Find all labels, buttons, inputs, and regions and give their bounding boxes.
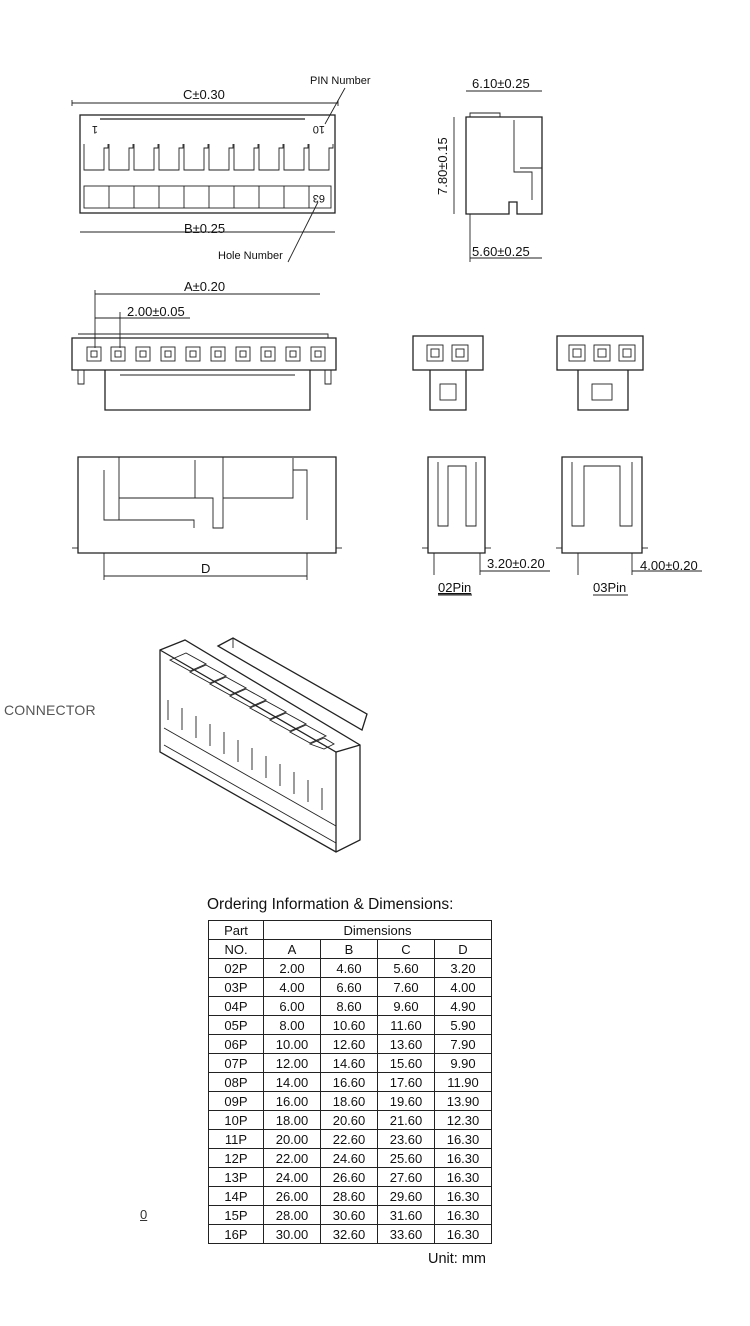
- table-cell-dim-c: 29.60: [378, 1187, 435, 1206]
- table-cell-dim-d: 7.90: [435, 1035, 492, 1054]
- table-cell-part: 06P: [209, 1035, 264, 1054]
- table-row: [209, 1054, 492, 1073]
- stray-mark: 0: [140, 1207, 148, 1222]
- table-cell-dim-a: 10.00: [264, 1035, 321, 1054]
- table-cell-dim-d: 13.90: [435, 1092, 492, 1111]
- table-cell-part: 03P: [209, 978, 264, 997]
- table-cell-dim-b: 14.60: [321, 1054, 378, 1073]
- table-cell-part: 11P: [209, 1130, 264, 1149]
- table-row: [209, 1168, 492, 1187]
- pin-views-top: [413, 336, 643, 410]
- table-cell-dim-b: 26.60: [321, 1168, 378, 1187]
- table-cell-dim-a: 28.00: [264, 1206, 321, 1225]
- table-cell-dim-c: 13.60: [378, 1035, 435, 1054]
- table-cell-dim-c: 15.60: [378, 1054, 435, 1073]
- table-cell-part: 07P: [209, 1054, 264, 1073]
- table-cell-dim-b: 18.60: [321, 1092, 378, 1111]
- table-cell-part: 10P: [209, 1111, 264, 1130]
- table-cell-dim-d: 11.90: [435, 1073, 492, 1092]
- table-cell-dim-b: 32.60: [321, 1225, 378, 1244]
- table-cell-dim-d: 16.30: [435, 1168, 492, 1187]
- table-cell-dim-b: 8.60: [321, 997, 378, 1016]
- table-cell-dim-b: 10.60: [321, 1016, 378, 1035]
- table-cell-dim-b: 4.60: [321, 959, 378, 978]
- table-cell-dim-d: 5.90: [435, 1016, 492, 1035]
- table-cell-part: 15P: [209, 1206, 264, 1225]
- table-row: [209, 1149, 492, 1168]
- ordering-body: [209, 959, 492, 1244]
- table-row: [209, 978, 492, 997]
- table-cell-dim-b: 12.60: [321, 1035, 378, 1054]
- pin-slots: [84, 144, 333, 170]
- table-cell-dim-a: 30.00: [264, 1225, 321, 1244]
- table-cell-dim-c: 23.60: [378, 1130, 435, 1149]
- table-cell-dim-a: 22.00: [264, 1149, 321, 1168]
- table-cell-dim-c: 17.60: [378, 1073, 435, 1092]
- table-cell-part: 16P: [209, 1225, 264, 1244]
- dim-c-label: C±0.30: [183, 87, 225, 102]
- dim-height: 7.80±0.15: [435, 137, 450, 195]
- table-row: [209, 1035, 492, 1054]
- header-col-b: B: [321, 940, 378, 959]
- table-cell-dim-c: 31.60: [378, 1206, 435, 1225]
- header-no: NO.: [209, 940, 264, 959]
- label-03pin: 03Pin: [593, 580, 627, 595]
- front-view: [72, 75, 371, 262]
- table-cell-dim-c: 9.60: [378, 997, 435, 1016]
- table-cell-dim-c: 11.60: [378, 1016, 435, 1035]
- table-cell-dim-a: 2.00: [264, 959, 321, 978]
- table-cell-dim-a: 26.00: [264, 1187, 321, 1206]
- unit-label: Unit: mm: [428, 1251, 486, 1267]
- table-cell-part: 13P: [209, 1168, 264, 1187]
- table-cell-part: 14P: [209, 1187, 264, 1206]
- dim-d-label: D: [201, 561, 211, 576]
- dim-pitch-label: 2.00±0.05: [127, 304, 185, 319]
- table-cell-dim-d: 16.30: [435, 1149, 492, 1168]
- table-row: [209, 1092, 492, 1111]
- table-cell-dim-c: 33.60: [378, 1225, 435, 1244]
- table-cell-dim-a: 14.00: [264, 1073, 321, 1092]
- table-cell-part: 08P: [209, 1073, 264, 1092]
- header-col-a: A: [264, 940, 321, 959]
- table-cell-part: 04P: [209, 997, 264, 1016]
- table-cell-dim-b: 16.60: [321, 1073, 378, 1092]
- table-cell-dim-b: 30.60: [321, 1206, 378, 1225]
- top-view-holes: [87, 347, 325, 361]
- dim-02pin: 3.20±0.20: [487, 556, 545, 571]
- table-row: [209, 959, 492, 978]
- ordering-title: Ordering Information & Dimensions:: [207, 896, 454, 913]
- table-row: [209, 1016, 492, 1035]
- table-cell-dim-d: 12.30: [435, 1111, 492, 1130]
- table-row: [209, 997, 492, 1016]
- rear-view: [72, 457, 342, 580]
- table-cell-dim-c: 27.60: [378, 1168, 435, 1187]
- header-col-c: C: [378, 940, 435, 959]
- table-cell-dim-d: 9.90: [435, 1054, 492, 1073]
- table-cell-dim-c: 19.60: [378, 1092, 435, 1111]
- ordering-table: [208, 920, 492, 1244]
- dim-width-bottom: 5.60±0.25: [472, 244, 530, 259]
- table-cell-dim-a: 24.00: [264, 1168, 321, 1187]
- table-row: [209, 1187, 492, 1206]
- pin-number-label: PIN Number: [310, 75, 371, 87]
- table-cell-dim-d: 16.30: [435, 1130, 492, 1149]
- side-view: [435, 76, 542, 262]
- table-row: [209, 1073, 492, 1092]
- connector-label: CONNECTOR: [4, 702, 96, 718]
- top-view: [72, 279, 336, 410]
- table-cell-dim-d: 3.20: [435, 959, 492, 978]
- table-cell-dim-c: 5.60: [378, 959, 435, 978]
- dim-03pin: 4.00±0.20: [640, 558, 698, 573]
- table-row: [209, 1206, 492, 1225]
- table-cell-dim-a: 6.00: [264, 997, 321, 1016]
- table-cell-dim-b: 24.60: [321, 1149, 378, 1168]
- table-cell-dim-a: 18.00: [264, 1111, 321, 1130]
- table-cell-part: 05P: [209, 1016, 264, 1035]
- header-dimensions: Dimensions: [264, 921, 492, 940]
- isometric-connector: [160, 638, 367, 852]
- hole-number-label: Hole Number: [218, 250, 283, 262]
- header-part: Part: [209, 921, 264, 940]
- table-cell-part: 12P: [209, 1149, 264, 1168]
- table-row: [209, 1111, 492, 1130]
- table-cell-dim-d: 16.30: [435, 1187, 492, 1206]
- dim-width-top: 6.10±0.25: [472, 76, 530, 91]
- table-cell-dim-d: 16.30: [435, 1225, 492, 1244]
- table-cell-dim-c: 21.60: [378, 1111, 435, 1130]
- table-cell-part: 09P: [209, 1092, 264, 1111]
- table-cell-dim-b: 28.60: [321, 1187, 378, 1206]
- hole-mark: 63: [312, 192, 325, 204]
- table-cell-dim-c: 25.60: [378, 1149, 435, 1168]
- dim-a-label: A±0.20: [184, 279, 226, 294]
- pin-last: 10: [312, 123, 325, 135]
- table-row: [209, 1130, 492, 1149]
- table-cell-dim-d: 4.90: [435, 997, 492, 1016]
- table-cell-dim-a: 20.00: [264, 1130, 321, 1149]
- table-cell-dim-a: 8.00: [264, 1016, 321, 1035]
- header-col-d: D: [435, 940, 492, 959]
- table-cell-dim-d: 16.30: [435, 1206, 492, 1225]
- table-cell-dim-a: 12.00: [264, 1054, 321, 1073]
- table-cell-dim-a: 4.00: [264, 978, 321, 997]
- table-cell-dim-a: 16.00: [264, 1092, 321, 1111]
- table-cell-part: 02P: [209, 959, 264, 978]
- table-cell-dim-b: 22.60: [321, 1130, 378, 1149]
- table-row: [209, 1225, 492, 1244]
- table-cell-dim-c: 7.60: [378, 978, 435, 997]
- pin-first: 1: [91, 123, 98, 135]
- table-cell-dim-d: 4.00: [435, 978, 492, 997]
- dim-b-label: B±0.25: [184, 221, 226, 236]
- label-02pin: 02Pin: [438, 580, 472, 595]
- pin-views-rear: [422, 457, 702, 595]
- table-cell-dim-b: 6.60: [321, 978, 378, 997]
- table-cell-dim-b: 20.60: [321, 1111, 378, 1130]
